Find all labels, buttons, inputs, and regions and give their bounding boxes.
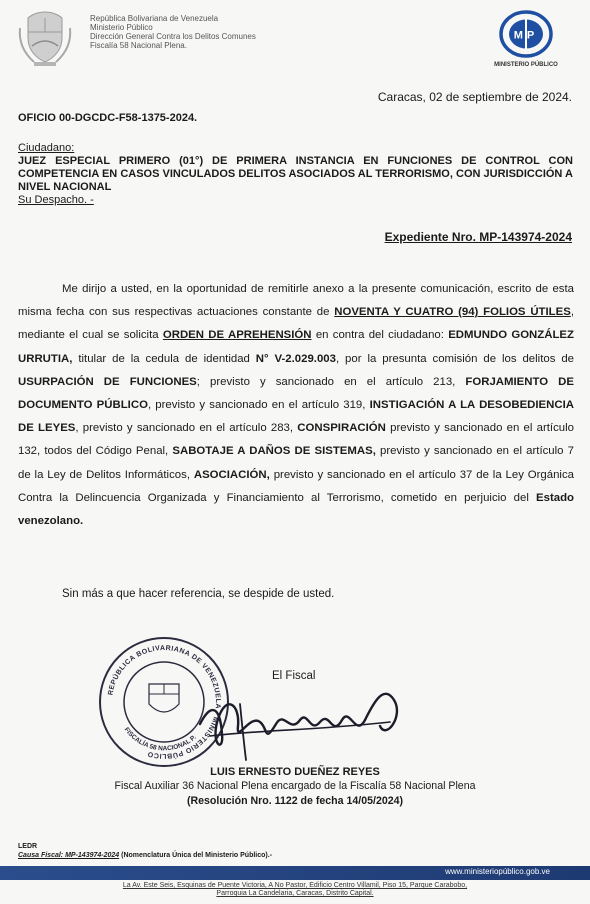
header-line-direction: Dirección General Contra los Delitos Comunes	[90, 32, 256, 41]
document-date: Caracas, 02 de septiembre de 2024.	[377, 90, 572, 104]
signer-role: Fiscal Auxiliar 36 Nacional Plena encargado de la Fiscalía 58 Nacional Plena	[114, 780, 476, 792]
footer-address-line-2: Parroquia La Candelaria, Caracas, Distrito Capital.	[216, 890, 374, 897]
charge-forjamiento: FORJAMIENTO DE DOCUMENTO PÚBLICO	[18, 375, 574, 412]
charge-conspiracion: CONSPIRACIÓN	[297, 422, 386, 435]
signer-name: LUIS ERNESTO DUEÑEZ REYES	[210, 766, 380, 778]
causa-fiscal	[18, 852, 272, 859]
header-line-fiscalia: Fiscalía 58 Nacional Plena.	[90, 41, 187, 50]
header-line-republic: República Bolivariana de Venezuela	[90, 14, 219, 23]
oficio-number: OFICIO 00-DGCDC-F58-1375-2024.	[18, 112, 198, 124]
body-text-3: en contra del ciudadano:	[311, 329, 449, 342]
closing-line: Sin más a que hacer referencia, se despide de usted.	[62, 588, 335, 600]
stamp-inner-text: FISCALÍA 58 NACIONAL P.	[122, 726, 198, 753]
victim: Estado venezolano.	[18, 491, 574, 528]
citizen-name: EDMUNDO GONZÁLEZ URRUTIA,	[18, 329, 574, 365]
charge-sabotaje: SABOTAJE A DAÑOS DE SISTEMAS,	[172, 445, 376, 458]
coat-of-arms-icon	[14, 8, 76, 68]
header-line-ministry: Ministerio Público	[90, 23, 153, 32]
orden-aprehension: ORDEN DE APREHENSIÓN	[162, 329, 312, 342]
addressee-judge: JUEZ ESPECIAL PRIMERO (01°) DE PRIMERA INSTANCIA EN FUNCIONES DE CONTROL CON COMPETENCIA EN CASOS VINCULADOS DELITOS ASOCIADOS AL TERRORISMO, CON JURISDICCIÓN A NIVEL NACIONAL	[18, 155, 573, 193]
folios-count: NOVENTA Y CUATRO (94) FOLIOS ÚTILES	[334, 306, 571, 319]
footer-address	[0, 882, 590, 898]
expediente-number: Expediente Nro. MP-143974-2024	[384, 230, 572, 244]
body-text-1: Me dirijo a usted, en la oportunidad de remitirle anexo a la presente comunicación, escrito de esta misma fecha con sus respectivas actuaciones constante de	[18, 283, 574, 319]
body-text-5: , por la presunta comisión de los delitos de	[335, 352, 574, 365]
body-paragraph	[18, 278, 574, 533]
body-text-11: previsto y sancionado en el artículo 37 de la Ley Orgánica Contra la Delincuencia Organizada y Financiamiento al Terrorismo, cometido en perjuicio del	[18, 468, 574, 504]
footer-website-link[interactable]: www.ministeriopúblico.gob.ve	[445, 867, 550, 876]
causa-fiscal-label: Causa Fiscal: MP-143974-2024	[18, 852, 120, 859]
charge-instigacion: INSTIGACIÓN A LA DESOBEDIENCIA DE LEYES	[18, 399, 575, 435]
charge-usurpacion: USURPACIÓN DE FUNCIONES	[18, 375, 197, 388]
logo-caption: MINISTERIO PÚBLICO	[494, 62, 558, 68]
initials: LEDR	[18, 843, 38, 850]
body-text-8: , previsto y sancionado en el artículo 283,	[75, 422, 298, 435]
causa-fiscal-note: (Nomenclatura Única del Ministerio Público).-	[119, 852, 273, 859]
stamp-outer-text: REPÚBLICA BOLIVARIANA DE VENEZUELA · MINISTERIO PÚBLICO	[107, 644, 222, 760]
signer-resolution: (Resolución Nro. 1122 de fecha 14/05/2024)	[186, 795, 404, 807]
logo-letters: MP	[513, 29, 539, 42]
handwritten-signature-icon	[180, 664, 440, 764]
body-text-9: previsto y sancionado en el artículo 132, todos del Código Penal,	[18, 422, 574, 458]
addressee-block	[18, 142, 573, 207]
body-text-10: previsto y sancionado en el artículo 7 de la Ley de Delitos Informáticos,	[18, 445, 574, 481]
charge-asociacion: ASOCIACIÓN,	[193, 468, 270, 481]
footer-address-line-1: La Av. Este Seis, Esquinas de Puente Victoria, A No Pastor, Edificio Centro Villamil, Piso 15, Parque Carabobo,	[122, 882, 468, 889]
header-institution	[90, 14, 256, 50]
body-text-7: , previsto y sancionado en el artículo 319,	[147, 399, 370, 412]
signature-title: El Fiscal	[272, 670, 316, 682]
salutation: Ciudadano:	[18, 142, 75, 154]
body-text-4: titular de la cedula de identidad	[72, 352, 256, 365]
body-text-2: , mediante el cual se solicita	[18, 306, 574, 342]
addressee-office: Su Despacho. -	[18, 194, 94, 206]
body-text-6: ; previsto y sancionado en el artículo 213,	[196, 375, 466, 388]
citizen-id: N° V-2.029.003	[255, 352, 336, 365]
